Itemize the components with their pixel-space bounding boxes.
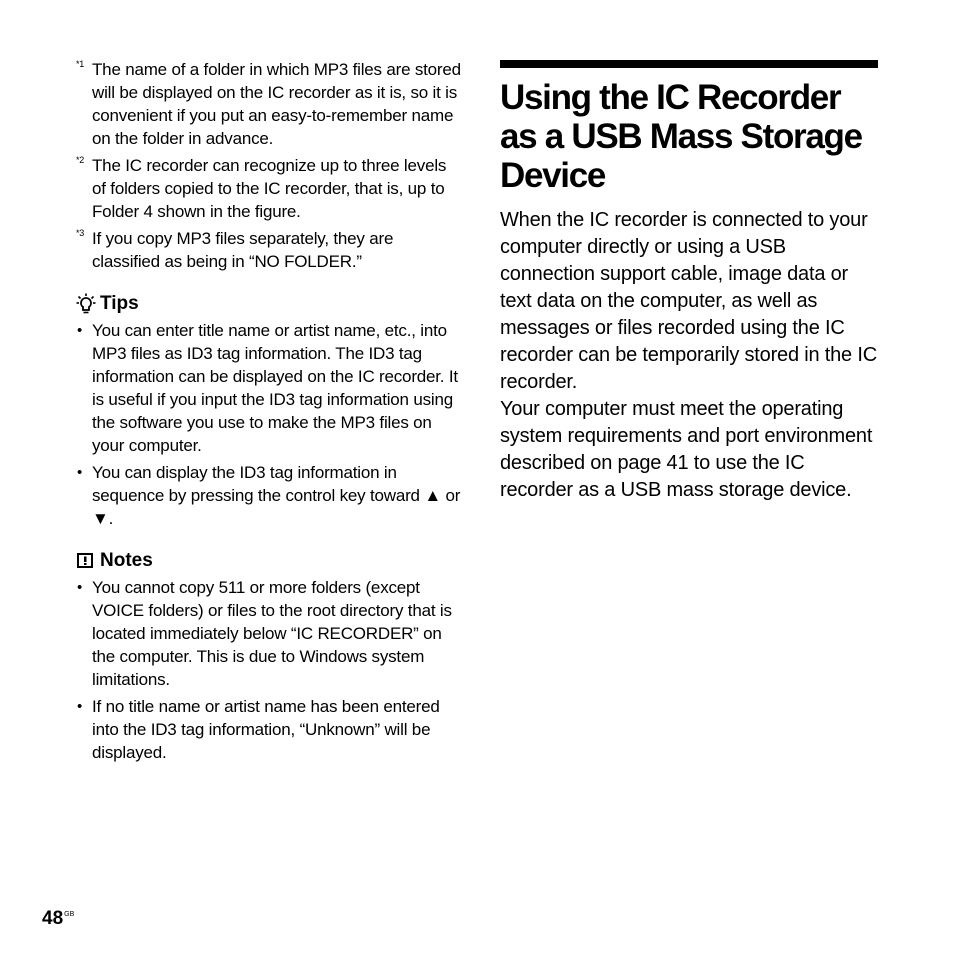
tips-item [76, 319, 461, 457]
footnote-mark: *2 [76, 155, 85, 165]
bullet: • [77, 698, 83, 715]
tips-heading-label: Tips [100, 293, 139, 314]
bullet: • [77, 464, 83, 481]
notes-item [76, 576, 461, 691]
bullet: • [77, 322, 83, 339]
notes-item [76, 695, 461, 764]
bullet: • [77, 579, 83, 596]
body-paragraph: Your computer must meet the operating system requirements and port environment described on page 41 to use the IC recorder as a USB mass storage device. [500, 398, 873, 501]
page-number [42, 908, 74, 930]
tips-item-text: You can enter title name or artist name, etc., into MP3 files as ID3 tag information. The ID3 tag information can be displayed on the IC recorder. It is useful if you input the ID3 tag information using the software you use to make the MP3 files on your computer. [92, 321, 458, 455]
footnote-mark: *3 [76, 228, 85, 238]
left-column [76, 58, 461, 768]
tips-item [76, 461, 461, 530]
section-title: Using the IC Recorder as a USB Mass Storage Device [500, 78, 862, 195]
tips-item-text: You can display the ID3 tag information in sequence by pressing the control key toward ▲ or ▼. [92, 463, 461, 528]
footnote-text: The name of a folder in which MP3 files are stored will be displayed on the IC recorder as it is, so it is convenient if you put an easy-to-remember name on the folder in advance. [92, 60, 461, 148]
notes-heading-label: Notes [100, 550, 153, 571]
page-number-suffix: GB [64, 911, 75, 918]
notes-item-text: You cannot copy 511 or more folders (except VOICE folders) or files to the root directory that is located immediately below “IC RECORDER” on the computer. This is due to Windows system limitations. [92, 578, 452, 689]
title-rule [500, 60, 878, 68]
footnote-1 [76, 58, 461, 150]
notes-heading [76, 550, 461, 572]
footnote-text: If you copy MP3 files separately, they are classified as being in “NO FOLDER.” [92, 229, 394, 271]
tips-heading [76, 293, 461, 315]
page-number-value: 48 [42, 908, 64, 929]
lightbulb-icon [76, 293, 96, 315]
body-paragraph: When the IC recorder is connected to your computer directly or using a USB connection support cable, image data or text data on the computer, as well as messages or files recorded using the IC recorder can be temporarily stored in the IC recorder. [500, 209, 877, 393]
footnote-3 [76, 227, 461, 273]
footnote-2 [76, 154, 461, 223]
footnote-text: The IC recorder can recognize up to three levels of folders copied to the IC recorder, that is, up to Folder 4 shown in the figure. [92, 156, 447, 221]
note-icon [76, 550, 96, 572]
footnote-mark: *1 [76, 59, 85, 69]
notes-item-text: If no title name or artist name has been entered into the ID3 tag information, “Unknown” will be displayed. [92, 697, 440, 762]
right-column [500, 60, 878, 504]
